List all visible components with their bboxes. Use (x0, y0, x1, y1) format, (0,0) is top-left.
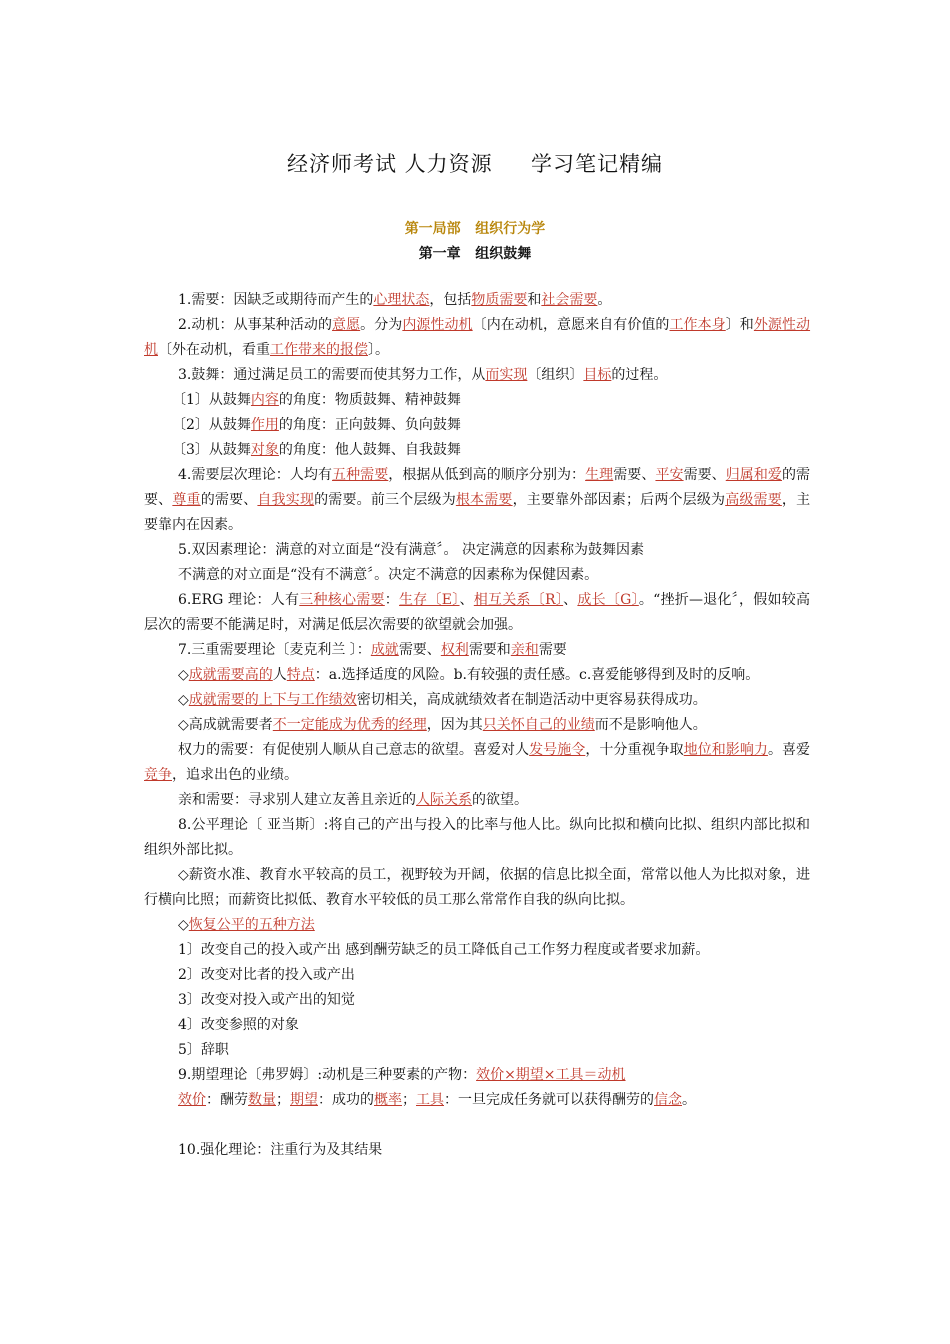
highlighted-term: 而实现 (485, 367, 528, 383)
text-run: 人 (272, 667, 287, 683)
highlighted-term: 只关怀自己的业绩 (482, 717, 595, 733)
highlighted-term: 意愿 (332, 317, 361, 333)
paragraph (144, 1088, 810, 1113)
text-run: 1.需要：因缺乏或期待而产生的 (178, 292, 374, 308)
highlighted-term: 成就需要高的 (188, 667, 273, 683)
text-run: 的需要。前三个层级为 (314, 492, 456, 508)
text-run: 1〕改变自己的投入或产出 感到酬劳缺乏的员工降低自己工作努力程度或者要求加薪。 (178, 942, 710, 958)
text-run: 〕和 (725, 317, 754, 333)
highlighted-term: 工作带来的报偿 (270, 342, 368, 358)
text-run: 不满意的对立面是“没有不满意〞。决定不满意的因素称为保健因素。 (178, 567, 599, 583)
paragraph (144, 1063, 810, 1088)
highlighted-term: 生存〔E〕 (399, 592, 460, 608)
highlighted-term: 生理 (585, 467, 614, 483)
chapter-heading: 第一章 组织鼓舞 (418, 246, 532, 262)
highlighted-term: 平安 (655, 467, 684, 483)
highlighted-term: 成就需要的上下与工作绩效 (188, 692, 357, 708)
text-run: ，追求出色的业绩。 (172, 767, 298, 783)
paragraph (144, 1113, 810, 1138)
text-run: ◇ (178, 917, 189, 933)
text-run: 。 (597, 292, 612, 308)
highlighted-term: 心理状态 (373, 292, 430, 308)
text-run: 需要和 (468, 642, 511, 658)
paragraph (144, 913, 810, 938)
text-run: 需要 (538, 642, 567, 658)
highlighted-term: 根本需要 (455, 492, 513, 508)
text-run: ◇ (178, 667, 189, 683)
text-run: 的角度：正向鼓舞、负向鼓舞 (278, 417, 461, 433)
highlighted-term: 地位和影响力 (683, 742, 768, 758)
text-run: 。“挫折—退化〞，假如较高层次的需要不能满足时，对满足低层次需要的欲望就会加强。 (144, 592, 811, 633)
text-run: ，主要靠外部因素；后两个层级为 (512, 492, 726, 508)
paragraph (144, 463, 810, 538)
text-run: ◇ (178, 692, 189, 708)
text-run: ◇高成就需要者 (178, 717, 273, 733)
document-body (144, 288, 810, 1163)
text-run: 和 (527, 292, 542, 308)
text-run: 而不是影响他人。 (594, 717, 707, 733)
text-run: 的角度：物质鼓舞、精神鼓舞 (278, 392, 461, 408)
highlighted-term: 归属和爱 (725, 467, 782, 483)
text-run: 、 (459, 592, 474, 608)
text-run: 〔3〕从鼓舞 (172, 442, 251, 458)
paragraph (144, 938, 810, 963)
text-run: 的角度：他人鼓舞、自我鼓舞 (278, 442, 461, 458)
highlighted-term: 恢复公平的五种方法 (188, 917, 315, 933)
text-run: 需要、 (613, 467, 656, 483)
text-run: ：酬劳 (206, 1092, 248, 1108)
paragraph (144, 788, 810, 813)
paragraph (144, 688, 810, 713)
text-run: ，包括 (429, 292, 472, 308)
text-run: ，因为其 (426, 717, 483, 733)
highlighted-term: 发号施令 (529, 742, 586, 758)
highlighted-term: 成长〔G〕 (577, 592, 639, 608)
paragraph (144, 663, 810, 688)
text-run: 2.动机：从事某种活动的 (178, 317, 333, 333)
text-run: 8.公平理论〔 亚当斯〕:将自己的产出与投入的比率与他人比。纵向比拟和横向比拟、组织内部比拟和组织外部比拟。 (144, 817, 810, 858)
document-title: 经济师考试 人力资源 学习笔记精编 (286, 152, 664, 176)
highlighted-term: 信念 (654, 1092, 682, 1108)
highlighted-term: 成就 (370, 642, 399, 658)
paragraph (144, 288, 810, 313)
highlighted-term: 亲和 (510, 642, 539, 658)
text-run: 10.强化理论：注重行为及其结果 (178, 1142, 383, 1158)
highlighted-term: 数量 (248, 1092, 276, 1108)
text-run: 需要、 (683, 467, 726, 483)
text-run: 的需要、 (144, 467, 811, 508)
highlighted-term: 社会需要 (541, 292, 598, 308)
paragraph (144, 813, 810, 863)
text-run: 密切相关，高成就绩效者在制造活动中更容易获得成功。 (356, 692, 707, 708)
paragraph (144, 388, 810, 413)
paragraph (144, 638, 810, 663)
text-run: 的欲望。 (472, 792, 528, 808)
paragraph (144, 1038, 810, 1063)
text-run: 7.三重需要理论〔麦克利兰 〕： (178, 642, 371, 658)
highlighted-term: 作用 (250, 417, 279, 433)
text-run: 〕。 (368, 342, 389, 358)
text-run: 4.需要层次理论：人均有 (178, 467, 333, 483)
highlighted-term: 三种核心需要 (299, 592, 385, 608)
text-run: 3〕改变对投入或产出的知觉 (178, 992, 355, 1008)
highlighted-term: 不一定能成为优秀的经理 (272, 717, 427, 733)
highlighted-term: 内容 (250, 392, 279, 408)
text-run: 6.ERG 理论：人有 (178, 592, 300, 608)
text-run: 的过程。 (611, 367, 668, 383)
highlighted-term: 物质需要 (471, 292, 528, 308)
paragraph (144, 438, 810, 463)
highlighted-term: 对象 (250, 442, 279, 458)
highlighted-term: 权利 (440, 642, 469, 658)
highlighted-term: 效价×期望×工具＝动机 (476, 1067, 626, 1083)
text-run: 3.鼓舞：通过满足员工的需要而使其努力工作，从 (178, 367, 486, 383)
paragraph (144, 363, 810, 388)
highlighted-term: 工作本身 (669, 317, 726, 333)
text-run: 亲和需要：寻求别人建立友善且亲近的 (178, 792, 416, 808)
text-run: ，十分重视争取 (585, 742, 684, 758)
text-run: 。 (682, 1092, 696, 1108)
part-heading: 第一局部 组织行为学 (404, 221, 546, 237)
highlighted-term: 效价 (178, 1092, 206, 1108)
text-run: 的需要、 (200, 492, 258, 508)
paragraph (144, 1138, 810, 1163)
text-run: 需要、 (398, 642, 441, 658)
paragraph (144, 738, 810, 788)
text-run: 5〕辞职 (178, 1042, 229, 1058)
highlighted-term: 概率 (374, 1092, 402, 1108)
text-run: ； (402, 1092, 416, 1108)
paragraph (144, 963, 810, 988)
text-run: ； (276, 1092, 290, 1108)
highlighted-term: 尊重 (172, 492, 201, 508)
highlighted-term: 竞争 (144, 767, 172, 783)
text-run: 〔2〕从鼓舞 (172, 417, 251, 433)
highlighted-term: 自我实现 (257, 492, 315, 508)
paragraph (144, 588, 810, 638)
paragraph (144, 538, 810, 563)
highlighted-term: 特点 (286, 667, 315, 683)
text-run: 。分为 (360, 317, 403, 333)
text-run: ：一旦完成任务就可以获得酬劳的 (444, 1092, 654, 1108)
text-run: 4〕改变参照的对象 (178, 1017, 299, 1033)
text-run: ： (384, 592, 400, 608)
highlighted-term: 目标 (583, 367, 612, 383)
text-run: 〔内在动机，意愿来自有价值的 (472, 317, 670, 333)
text-run: 权力的需要：有促使别人顺从自己意志的欲望。喜爱对人 (178, 742, 530, 758)
text-run: 、 (563, 592, 578, 608)
highlighted-term: 期望 (290, 1092, 318, 1108)
text-run: 〔1〕从鼓舞 (172, 392, 251, 408)
highlighted-term: 外源性动机 (144, 317, 811, 358)
text-run: 。喜爱 (767, 742, 811, 758)
highlighted-term: 相互关系〔R〕 (473, 592, 564, 608)
text-run: 5.双因素理论：满意的对立面是“没有满意〞。 决定满意的因素称为鼓舞因素 (178, 542, 644, 558)
paragraph (144, 413, 810, 438)
highlighted-term: 五种需要 (332, 467, 389, 483)
highlighted-term: 人际关系 (416, 792, 472, 808)
paragraph (144, 563, 810, 588)
text-run: ：a.选择适度的风险。b.有较强的责任感。c.喜爱能够得到及时的反响。 (314, 667, 760, 683)
highlighted-term: 内源性动机 (402, 317, 473, 333)
text-run: ：成功的 (318, 1092, 374, 1108)
highlighted-term: 高级需要 (725, 492, 782, 508)
text-run: 〔外在动机，看重 (158, 342, 270, 358)
paragraph (144, 988, 810, 1013)
text-run: 〔组织〕 (527, 367, 584, 383)
paragraph (144, 713, 810, 738)
paragraph (144, 313, 810, 363)
text-run: 2〕改变对比者的投入或产出 (178, 967, 355, 983)
text-run: ◇薪资水准、教育水平较高的员工，视野较为开阔，依据的信息比拟全面，常常以他人为比拟对象，进行横向比照；而薪资比拟低、教育水平较低的员工那么常常作自我的纵向比拟。 (144, 867, 810, 908)
text-run: 9.期望理论〔弗罗姆〕:动机是三种要素的产物： (178, 1067, 477, 1083)
highlighted-term: 工具 (416, 1092, 444, 1108)
text-run: ，主要靠内在因素。 (144, 492, 811, 533)
paragraph (144, 1013, 810, 1038)
paragraph (144, 863, 810, 913)
text-run: ，根据从低到高的顺序分别为： (388, 467, 586, 483)
